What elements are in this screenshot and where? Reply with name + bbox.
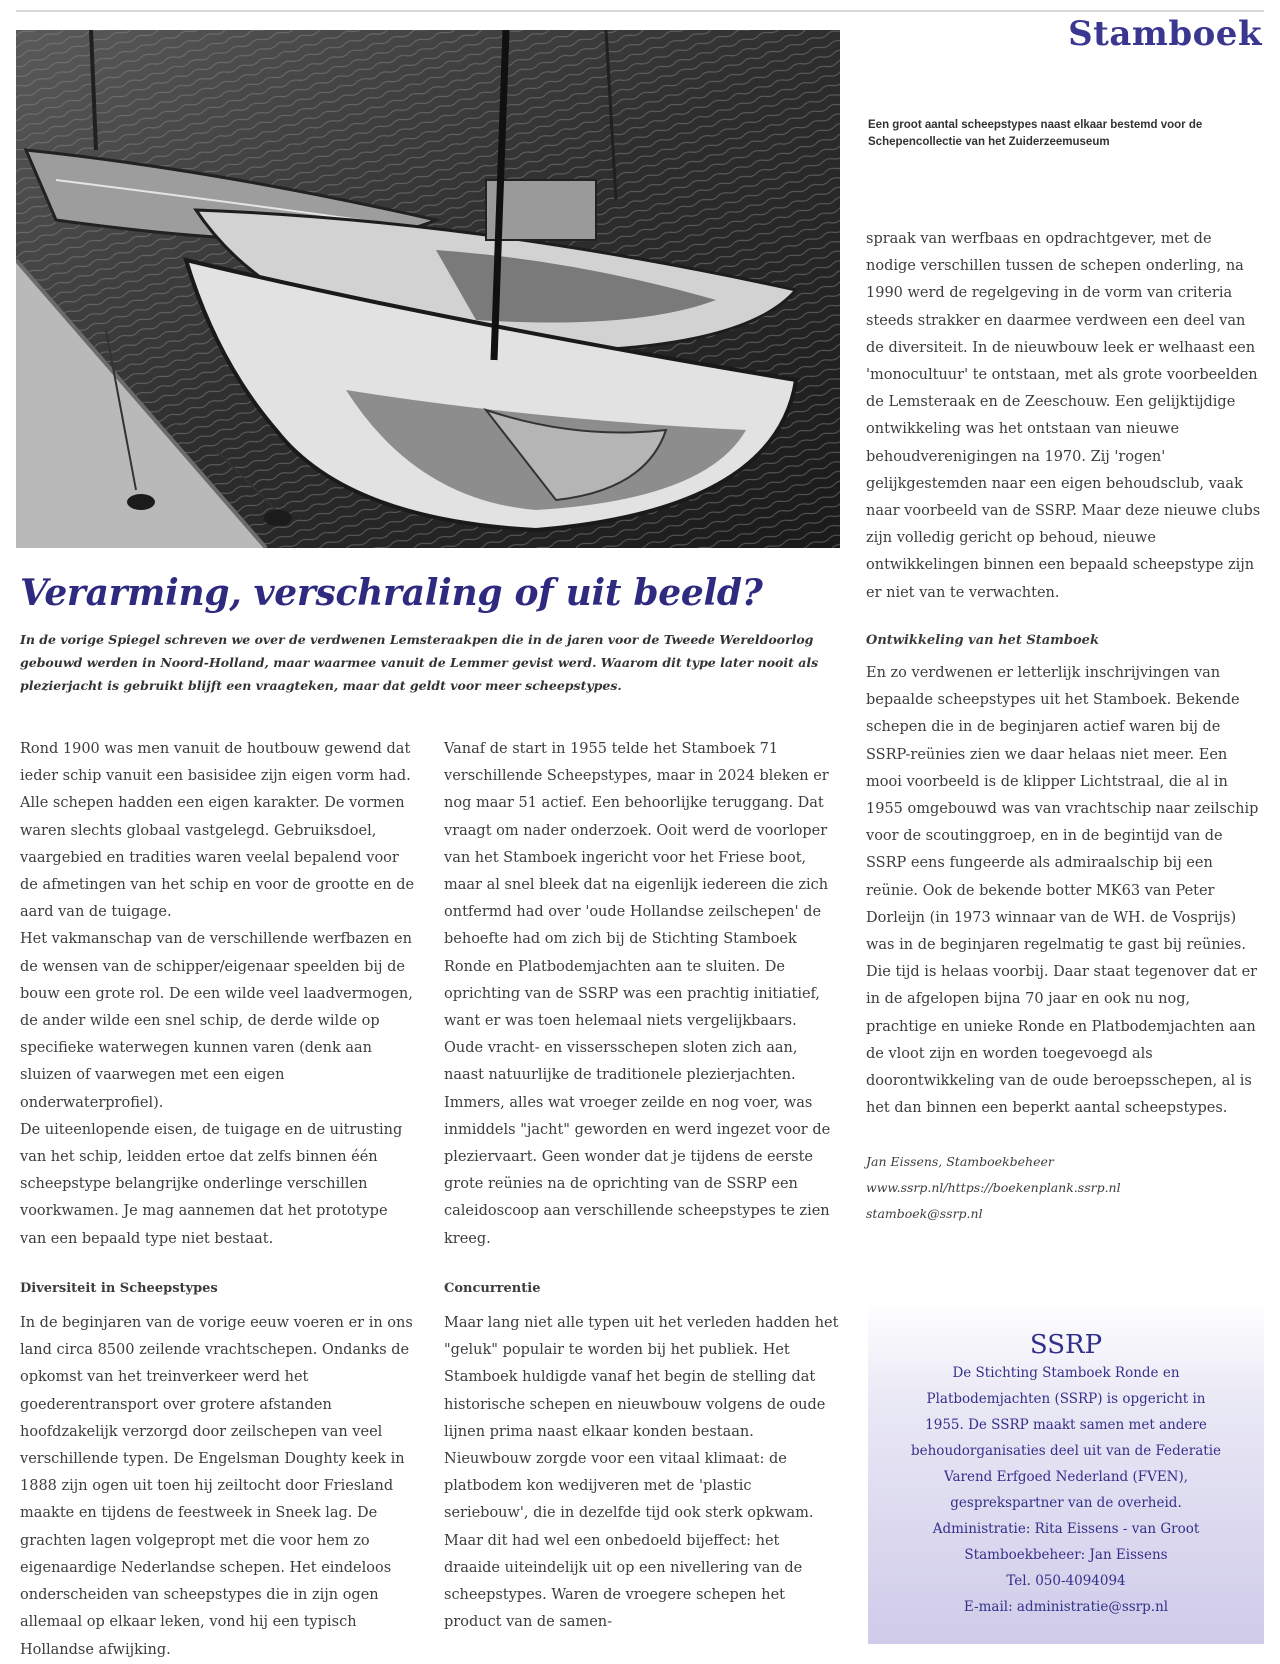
article-column-1 bbox=[20, 736, 415, 1664]
top-rule bbox=[16, 10, 1264, 12]
article-intro: In de vorige Spiegel schreven we over de verdwenen Lemsteraakpen die in de jaren voor de Tweede Wereldoorlog gebouwd werden in Noord-Holland, maar waarmee vanuit de Lemmer gevist werd. Waarom dit type later nooit als plezierjacht is gebruikt blijft een vraagteken, maar dat geldt voor meer scheepstypes. bbox=[20, 632, 819, 693]
article-title: Verarming, verschraling of uit beeld? bbox=[20, 572, 763, 614]
paragraph: In de beginjaren van de vorige eeuw voeren er in ons land circa 8500 zeilende vrachtschepen. Ondanks de opkomst van het treinverkeer werd het goederentransport over grotere afstanden hoofdzakelijk verzorgd door zeilschepen van veel verschillende typen. De Engelsman Doughty keek in 1888 zijn ogen uit toen hij zeiltocht door Friesland maakte en tijdens de feestweek in Sneek lag. De grachten lagen volgepropt met die voor hem zo eigenaardige Nederlandse schepen. Het eindeloos onderscheiden van scheepstypes die in zijn ogen allemaal op elkaar leken, vond hij een typisch Hollandse afwijking. bbox=[20, 1315, 413, 1658]
info-line: 1955. De SSRP maakt samen met andere bbox=[925, 1417, 1207, 1433]
info-line: De Stichting Stamboek Ronde en bbox=[952, 1365, 1180, 1381]
section-title: Stamboek bbox=[1068, 14, 1262, 54]
paragraph: Die tijd is helaas voorbij. Daar staat tegenover dat er in de afgelopen bijna 70 jaar en ook nu nog, prachtige en unieke Ronde en Platbodemjachten aan de vloot zijn en worden toegevoegd als doorontwikkeling van de oude beroepsschepen, al is het dan binnen een beperkt aantal scheepstypes. bbox=[866, 964, 1258, 1117]
info-box-body bbox=[868, 1360, 1264, 1620]
author-signature bbox=[866, 1149, 1264, 1227]
phone-number: Tel. 050-4094094 bbox=[1006, 1573, 1126, 1589]
author-name: Jan Eissens, Stamboekbeheer bbox=[866, 1153, 1054, 1169]
subheading-concurrentie: Concurrentie bbox=[444, 1280, 541, 1296]
article-column-3 bbox=[866, 226, 1264, 1227]
info-line: Stamboekbeheer: Jan Eissens bbox=[964, 1547, 1168, 1563]
subheading-ontwikkeling: Ontwikkeling van het Stamboek bbox=[866, 632, 1099, 648]
article-photo bbox=[16, 30, 840, 548]
article-column-2 bbox=[444, 736, 839, 1637]
paragraph: Vanaf de start in 1955 telde het Stamboek 71 verschillende Scheepstypes, maar in 2024 bleken er nog maar 51 actief. Een behoorlijke teruggang. Dat vraagt om nader onderzoek. Ooit werd de voorloper van het Stamboek ingericht voor het Friese boot, maar al snel bleek dat na eigenlijk iedereen die zich ontfermd had over 'oude Hollandse zeilschepen' de behoefte had om zich bij de Stichting Stamboek Ronde en Platbodemjachten aan te sluiten. De oprichting van de SSRP was een prachtig initiatief, want er was toen helemaal niets vergelijkbaars. Oude vracht- en vissersschepen sloten zich aan, naast natuurlijke de traditionele plezierjachten. Immers, alles wat vroeger zeilde en nog voer, was inmiddels "jacht" geworden en werd ingezet voor de pleziervaart. Geen wonder dat je tijdens de eerste grote reünies na de oprichting van de SSRP een caleidoscoop aan verschillende scheepstypes te zien kreeg. bbox=[444, 741, 831, 1247]
info-line: Platbodemjachten (SSRP) is opgericht in bbox=[926, 1391, 1206, 1407]
info-line: Administratie: Rita Eissens - van Groot bbox=[932, 1521, 1200, 1537]
boats-photo-illustration bbox=[16, 30, 840, 548]
email-address[interactable]: E-mail: administratie@ssrp.nl bbox=[963, 1599, 1169, 1615]
info-line: gesprekspartner van de overheid. bbox=[950, 1495, 1182, 1511]
paragraph: Rond 1900 was men vanuit de houtbouw gewend dat ieder schip vanuit een basisidee zijn eigen vorm had. Alle schepen hadden een eigen karakter. De vormen waren slechts globaal vastgelegd. Gebruiksdoel, vaargebied en tradities waren veelal bepalend voor de afmetingen van het schip en voor de grootte en de aard van de tuigage. bbox=[20, 741, 415, 921]
subheading-diversiteit: Diversiteit in Scheepstypes bbox=[20, 1280, 218, 1296]
photo-caption: Een groot aantal scheepstypes naast elkaar bestemd voor de Schepencollectie van het Zuiderzeemuseum bbox=[868, 119, 1203, 148]
paragraph: En zo verdwenen er letterlijk inschrijvingen van bepaalde scheepstypes uit het Stamboek. Bekende schepen die in de beginjaren actief waren bij de SSRP-reünies zien we daar helaas niet meer. Een mooi voorbeeld is de klipper Lichtstraal, die al in 1955 omgebouwd was van vrachtschip naar zeilschip voor de scoutinggroep, en in de begintijd van de SSRP eens fungeerde als admiraalschip bij een reünie. Ook de bekende botter MK63 van Peter Dorleijn (in 1973 winnaar van de WH. de Vosprijs) was in de beginjaren regelmatig te gast bij reünies. bbox=[866, 665, 1259, 954]
info-box-title: SSRP bbox=[1029, 1330, 1103, 1360]
ssrp-info-box bbox=[868, 1300, 1264, 1644]
website-link[interactable]: www.ssrp.nl/https://boekenplank.ssrp.nl bbox=[866, 1179, 1121, 1195]
paragraph: Het vakmanschap van de verschillende werfbazen en de wensen van de schipper/eigenaar speelden bij de bouw een grote rol. De een wilde veel laadvermogen, de ander wilde een snel schip, de derde wilde op specifieke waterwegen kunnen varen (denk aan sluizen of vaarwegen met een eigen onderwaterprofiel). bbox=[20, 931, 413, 1111]
info-line: behoudorganisaties deel uit van de Federatie bbox=[910, 1443, 1222, 1459]
info-line: Varend Erfgoed Nederland (FVEN), bbox=[943, 1469, 1189, 1485]
paragraph: De uiteenlopende eisen, de tuigage en de uitrusting van het schip, leidden ertoe dat zelfs binnen één scheepstype belangrijke onderlinge verschillen voorkwamen. Je mag aannemen dat het prototype van een bepaald type niet bestaat. bbox=[20, 1121, 403, 1247]
paragraph: Maar lang niet alle typen uit het verleden hadden het "geluk" populair te worden bij het publiek. Het Stamboek huldigde vanaf het begin de stelling dat historische schepen en nieuwbouw volgens de oude lijnen prima naast elkaar konden bestaan. Nieuwbouw zorgde voor een vitaal klimaat: de platbodem kon wedijveren met de 'plastic seriebouw', die in dezelfde tijd ook sterk opkwam. Maar dit had wel een onbedoeld bijeffect: het draaide uiteindelijk uit op een nivellering van de scheepstypes. Waren de vroegere schepen het product van de samen- bbox=[444, 1315, 839, 1631]
email-link[interactable]: stamboek@ssrp.nl bbox=[866, 1205, 983, 1221]
paragraph: spraak van werfbaas en opdrachtgever, met de nodige verschillen tussen de schepen onderling, na 1990 werd de regelgeving in de vorm van criteria steeds strakker en daarmee verdween een deel van de diversiteit. In de nieuwbouw leek er welhaast een 'monocultuur' te ontstaan, met als grote voorbeelden de Lemsteraak en de Zeeschouw. Een gelijktijdige ontwikkeling was het ontstaan van nieuwe behoudverenigingen na 1970. Zij 'rogen' gelijkgestemden naar een eigen behoudsclub, vaak naar voorbeeld van de SSRP. Maar deze nieuwe clubs zijn volledig gericht op behoud, nieuwe ontwikkelingen binnen een bepaald scheepstype zijn er niet van te verwachten. bbox=[866, 231, 1261, 601]
